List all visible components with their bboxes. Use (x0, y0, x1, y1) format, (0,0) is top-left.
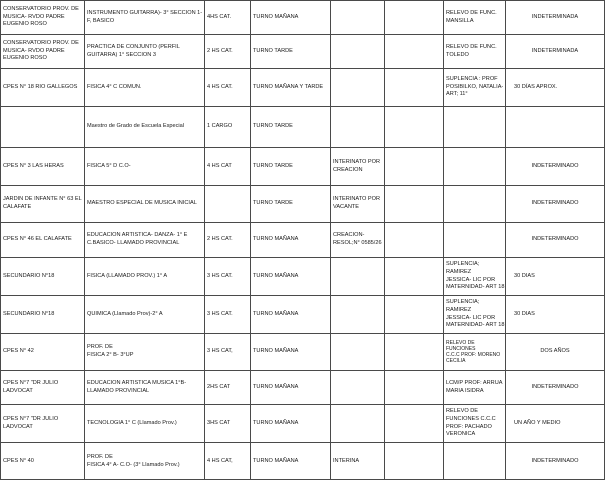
cell-duration: INDETERMINADO (531, 457, 579, 464)
cell-condition (331, 1, 384, 34)
cell-school: JARDIN DE INFANTE N° 63 EL CALAFATE (3, 196, 82, 210)
cell-condition (331, 35, 384, 68)
cell-subject: TECNOLOGIA 1° C (Llamado Prov.) (87, 419, 177, 426)
cell-reason: RELEVO DE FUNC. TOLEDO (446, 43, 497, 58)
cell-shift: TURNO TARDE (253, 200, 293, 207)
cell-duration: DOS AÑOS (540, 348, 570, 355)
cell-school: CONSERVATORIO PROV. DE MUSICA- RVDO PADRE EUGENIO ROSO (3, 6, 79, 28)
cell-subject: FISICA 4° C COMUN. (87, 83, 142, 90)
cell-condition: INTERINA (333, 457, 360, 464)
cell-duration: INDETERMINADO (531, 200, 579, 207)
cell-condition (331, 296, 384, 333)
cell-condition: INTERINATO POR VACANTE (333, 196, 381, 210)
cell-duration: INDETERMINADO (531, 162, 579, 169)
cell-reason (444, 223, 505, 257)
cell-reason: RELEVO DE FUNCIONES C.C.C PROF: MORENO CECILIA (446, 339, 501, 365)
cell-subject: FISICA (LLAMADO PROV.) 1° A (87, 272, 168, 279)
cell-reason: RELEVO DE FUNCIONES C.C.C PROF: PACHADO VERONICA (446, 408, 496, 438)
cell-school: CPES N° 42 (3, 348, 34, 355)
cell-shift: TURNO MAÑANA (253, 419, 299, 426)
cell-duration: INDETERMINADA (531, 47, 579, 54)
cell-subject: PROF. DE FISICA 2° B- 3°UP (87, 344, 134, 358)
cell-reason: SUPLENCIA; RAMIREZ JESSICA- LIC POR MATERNIDAD- ART 18 (446, 299, 505, 329)
cell-condition (331, 258, 384, 295)
cell-hours: 4 HS CAT, (207, 457, 233, 464)
cell-shift: TURNO MAÑANA (253, 310, 299, 317)
cell-reason: RELEVO DE FUNC. MANSILLA (446, 9, 497, 24)
cell-hours: 2 HS CAT. (207, 236, 233, 243)
cell-subject: FISICA 5° D C.O- (87, 162, 131, 169)
cell-shift: TURNO TARDE (253, 123, 293, 130)
cell-hours: 4 HS CAT. (207, 83, 233, 90)
cell-school: CPES N° 18 RIO GALLEGOS (3, 83, 78, 90)
cell-reason: SUPLENCIA; RAMIREZ JESSICA- LIC POR MATERNIDAD- ART 18 (446, 261, 505, 291)
cell-hours: 3HS CAT (207, 419, 231, 426)
cell-subject: PROF. DE FISICA 4° A- C.O- (3° Llamado Prov.) (87, 453, 180, 468)
cell-hours: 3 HS CAT, (207, 348, 233, 355)
cell-condition (331, 107, 384, 147)
cell-shift: TURNO MAÑANA (253, 272, 299, 279)
cell-condition (331, 371, 384, 404)
cell-subject: MAESTRO ESPECIAL DE MUSICA INICIAL (87, 200, 197, 207)
cell-duration: 30 DÍAS APROX. (514, 83, 558, 90)
cell-shift: TURNO TARDE (253, 162, 293, 169)
cell-hours: 1 CARGO (207, 123, 233, 130)
cell-subject: QUIMICA (Llamado Prov)-2° A (87, 310, 163, 317)
cell-shift: TURNO MAÑANA (253, 13, 299, 20)
cell-school: SECUNDARIO N°18 (3, 272, 55, 279)
cell-shift: TURNO TARDE (253, 47, 293, 54)
cell-duration: UN AÑO Y MEDIO (514, 419, 561, 426)
cell-reason: SUPLENCIA : PROF POSIBILKO, NATALIA- ART; 11° (446, 76, 504, 98)
cell-subject: EDUCACION ARTISTICA MUSICA 1°B- LLAMADO PROVINCIAL (87, 379, 187, 394)
cell-duration: 30 DIAS (514, 310, 535, 317)
cell-duration: INDETERMINADO (531, 236, 579, 243)
cell-school: CONSERVATORIO PROV. DE MUSICA- RVDO PADRE EUGENIO ROSO (3, 40, 79, 62)
cell-hours: 4 HS CAT (207, 162, 232, 169)
cell-school: CPES N° 40 (3, 457, 34, 464)
cell-duration: INDETERMINADO (531, 383, 579, 390)
cell-hours (205, 186, 250, 222)
cell-shift: TURNO MAÑANA (253, 348, 299, 355)
cell-school (1, 107, 84, 147)
cell-reason (444, 148, 505, 185)
cell-reason (444, 186, 505, 222)
cell-hours: 3 HS CAT. (207, 272, 233, 279)
cell-condition (331, 405, 384, 442)
column-divider (384, 0, 385, 480)
cell-hours: 2 HS CAT. (207, 47, 233, 54)
cell-school: CPES N° 46 EL CALAFATE (3, 236, 72, 243)
cell-duration: 30 DIAS (514, 272, 535, 279)
cell-shift: TURNO MAÑANA (253, 457, 299, 464)
cell-school: SECUNDARIO N°18 (3, 310, 55, 317)
cell-shift: TURNO MAÑANA (253, 236, 299, 243)
cell-condition (331, 334, 384, 370)
cell-duration: INDETERMINADA (531, 13, 579, 20)
cell-condition: INTERINATO POR CREACION (333, 158, 381, 173)
cell-condition: CREACION- RESOL;N° 0585/26 (333, 232, 382, 246)
cell-hours: 4HS CAT. (207, 13, 232, 20)
cell-hours: 3 HS CAT. (207, 310, 233, 317)
cell-school: CPES N° 3 LAS HERAS (3, 162, 64, 169)
cell-school: CPES N°7 "DR JULIO LADVOCAT (3, 415, 59, 430)
cell-shift: TURNO MAÑANA (253, 383, 299, 390)
cell-condition (331, 69, 384, 106)
cell-subject: PRACTICA DE CONJUNTO (PERFIL GUITARRA) 1° SECCION 3 (87, 43, 180, 58)
cell-reason: LCM/P PROF: ARRUA MARIA ISIDRA (446, 379, 503, 394)
cell-shift: TURNO MAÑANA Y TARDE (253, 83, 324, 90)
cell-subject: Maestro de Grado de Escuela Especial (87, 123, 185, 130)
cell-school: CPES N°7 "DR JULIO LADVOCAT (3, 379, 59, 394)
cell-reason (444, 443, 505, 480)
cell-subject: INSTRUMENTO GUITARRA)- 3° SECCION 1- F, BASICO (87, 9, 203, 24)
cell-subject: EDUCACION ARTISTICA- DANZA- 1° E C.BASICO- LLAMADO PROVINCIAL (87, 232, 188, 246)
cell-duration (506, 107, 604, 147)
cell-hours: 2HS CAT (207, 383, 231, 390)
cell-reason (444, 107, 505, 147)
